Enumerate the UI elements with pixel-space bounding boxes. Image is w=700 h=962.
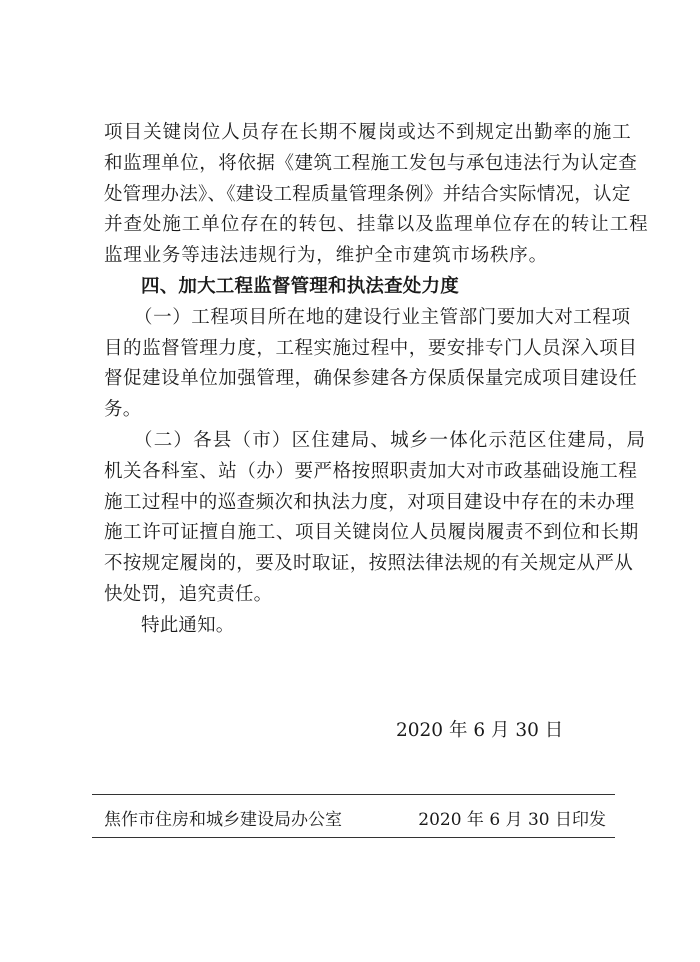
body-line: 督促建设单位加强管理，确保参建各方保质保量完成项目建设任 [104,368,638,390]
body-line: 施工过程中的巡查频次和执法力度，对项目建设中存在的未办理 [104,491,635,513]
footer-rule-bottom [92,837,615,838]
body-line: 目的监督管理力度，工程实施过程中，要安排专门人员深入项目 [104,337,638,359]
body-line: 处管理办法》、《建设工程质量管理条例》并结合实际情况，认定 [104,183,631,205]
body-line: 并查处施工单位存在的转包、挂靠以及监理单位存在的转让工程 [104,214,649,236]
body-line: 施工许可证擅自施工、项目关键岗位人员履岗履责不到位和长期 [104,522,639,544]
body-line: 快处罚，追究责任。 [104,583,273,605]
footer-issue-date: 2020 年 6 月 30 日印发 [418,810,606,830]
body-line: 监理业务等违法违规行为，维护全市建筑市场秩序。 [104,245,548,267]
signature-date: 2020 年 6 月 30 日 [396,720,564,741]
body-line: （一）工程项目所在地的建设行业主管部门要加大对工程项 [134,306,631,328]
body-line: 不按规定履岗的，要及时取证，按照法律法规的有关规定从严从 [104,553,634,575]
closing-text: 特此通知。 [141,614,235,636]
section-heading: 四、加大工程监督管理和执法查处力度 [141,275,459,297]
body-line: 务。 [104,399,142,421]
body-line: 和监理单位，将依据《建筑工程施工发包与承包违法行为认定查 [104,152,638,174]
footer-issuer: 焦作市住房和城乡建设局办公室 [104,810,342,830]
body-line: 机关各科室、站（办）要严格按照职责加大对市政基础设施工程 [104,460,638,482]
body-line: （二）各县（市）区住建局、城乡一体化示范区住建局，局 [134,429,647,451]
body-line: 项目关键岗位人员存在长期不履岗或达不到规定出勤率的施工 [104,122,632,143]
footer-rule-top [92,794,615,795]
document-body [104,118,649,642]
